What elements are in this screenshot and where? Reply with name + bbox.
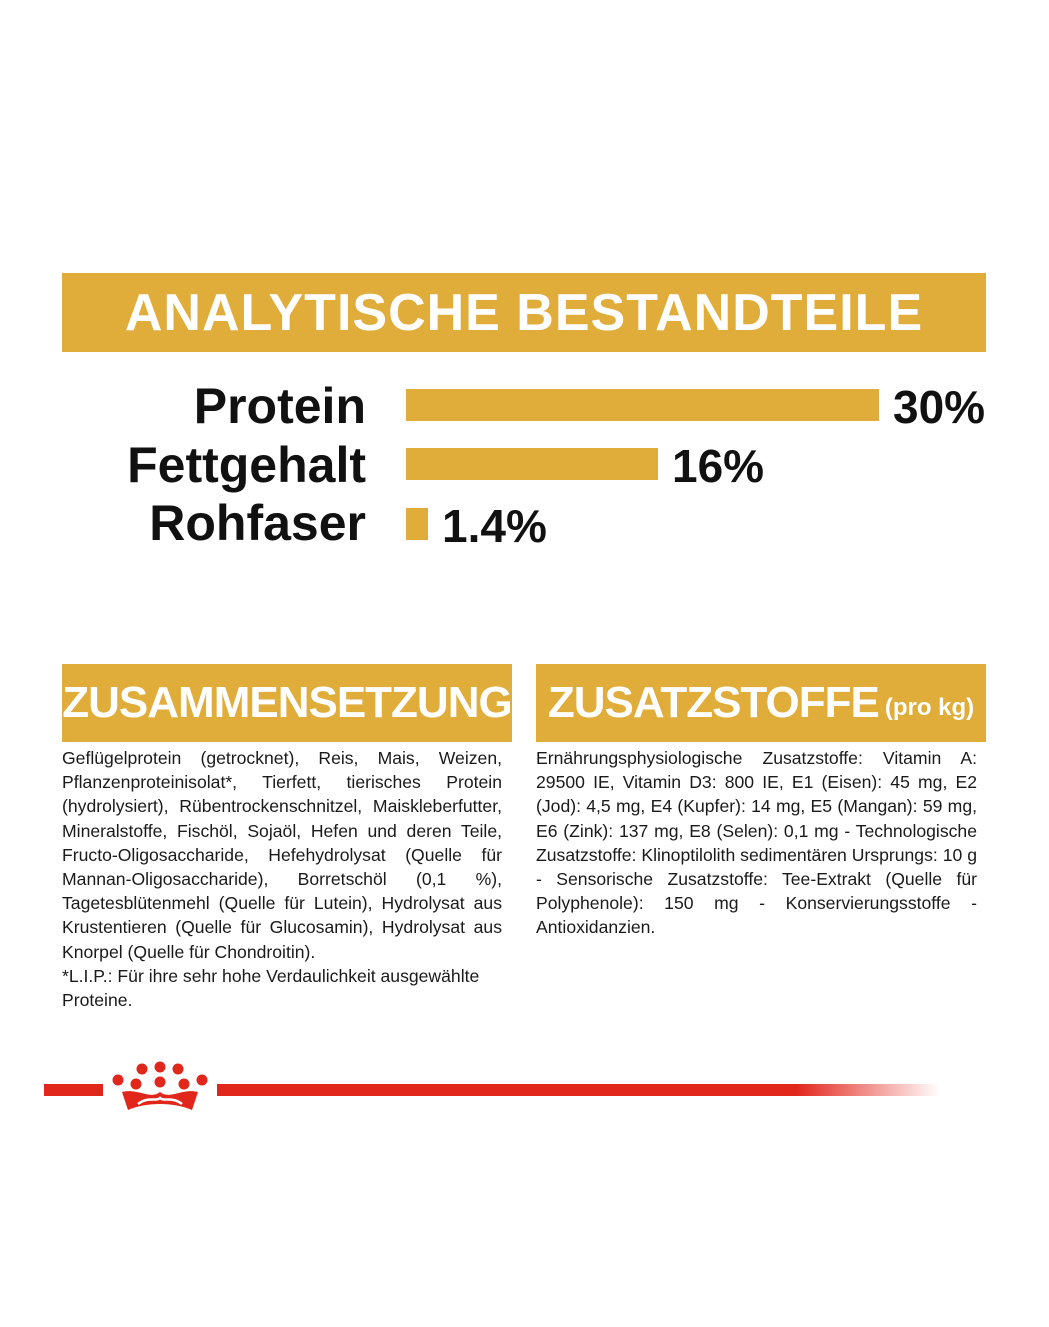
- protein-label: Protein: [193, 378, 366, 434]
- fat-label: Fettgehalt: [127, 437, 366, 493]
- additives-banner: [536, 664, 986, 742]
- additives-text: Ernährungsphysiologische Zusatzstoffe: Vitamin A: 29500 IE, Vitamin D3: 800 IE, E1 (Eisen): 45 mg, E2 (Jod): 4,5 mg, E4 (Kupfer): 14 mg, E5 (Mangan): 59 mg, E6 (Zink): 137 mg, E8 (Selen): 0,1 mg - Technologische Zusatzstoffe: Klinoptilolith sedimentären Ursprungs: 10 g - Sensorische Zusatzstoffe: Tee-Extrakt (Quelle für Polyphenole): 150 mg - Konservierungsstoffe - Antioxidanzien.: [536, 748, 977, 938]
- additives-title: ZUSATZSTOFFE: [547, 678, 879, 727]
- composition-banner: [62, 664, 512, 742]
- composition-footnote: *L.I.P.: Für ihre sehr hohe Verdaulichkeit ausgewählte Proteine.: [62, 965, 480, 1011]
- brand-line-left: [44, 1084, 103, 1096]
- crown-logo-icon: [108, 1060, 212, 1116]
- additives-title-suffix: (pro kg): [884, 694, 975, 721]
- fat-value: 16%: [672, 440, 765, 492]
- fiber-label: Rohfaser: [149, 495, 366, 551]
- protein-bar: [406, 389, 879, 421]
- analytics-title: ANALYTISCHE BESTANDTEILE: [124, 283, 924, 342]
- composition-text-block: [62, 746, 502, 1012]
- composition-text: Geflügelprotein (getrocknet), Reis, Mais, Weizen, Pflanzenproteinisolat*, Tierfett, tierisches Protein (hydrolysiert), Rübentrockenschnitzel, Maiskleberfutter, Mineralstoffe, Fischöl, Sojaöl, Hefen und deren Teile, Fructo-Oligosaccharide, Hefehydrolysat (Quelle für Mannan-Oligosaccharide), Borretschöl (0,1 %), Tagetesblütenmehl (Quelle für Lutein), Hydrolysat aus Krustentieren (Quelle für Glucosamin), Hydrolysat aus Knorpel (Quelle für Chondroitin).: [62, 748, 502, 962]
- composition-title: ZUSAMMENSETZUNG: [62, 678, 512, 727]
- fiber-value: 1.4%: [442, 500, 547, 552]
- fiber-bar: [406, 508, 428, 540]
- fat-bar: [406, 448, 658, 480]
- brand-line-right: [217, 1084, 940, 1096]
- protein-value: 30%: [893, 381, 986, 433]
- additives-text-block: [536, 746, 977, 940]
- analytics-banner: [62, 273, 986, 352]
